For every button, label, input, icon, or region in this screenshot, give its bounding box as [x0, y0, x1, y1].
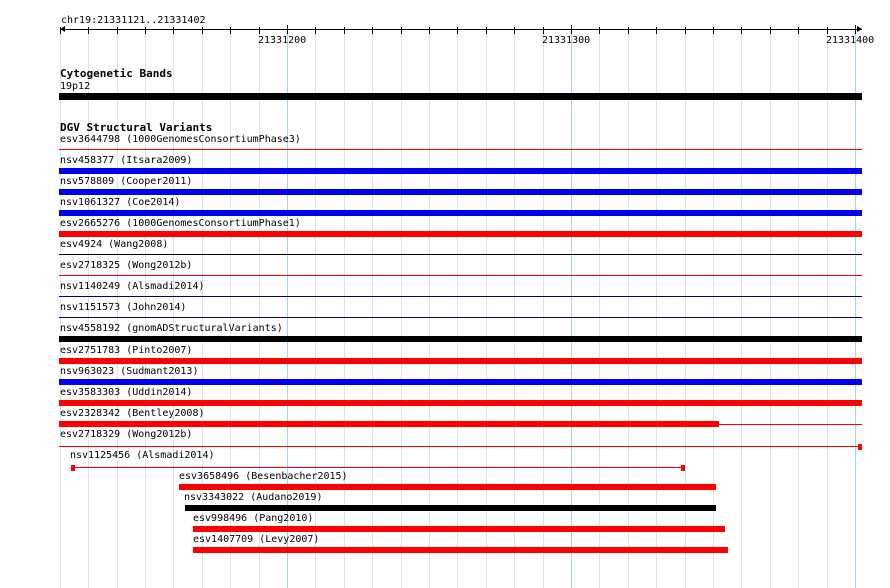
feature-line[interactable]: [59, 254, 862, 255]
ruler-tick-label: 21331300: [542, 35, 591, 46]
feature-label[interactable]: nsv458377 (Itsara2009): [60, 155, 193, 166]
cytoband-bar[interactable]: [59, 93, 862, 100]
feature-label[interactable]: esv2718329 (Wong2012b): [60, 429, 193, 440]
feature-label[interactable]: nsv963023 (Sudmant2013): [60, 366, 199, 377]
ruler-line: [61, 29, 862, 30]
feature-bar[interactable]: [59, 189, 862, 195]
feature-label[interactable]: esv1407709 (Levy2007): [193, 534, 320, 545]
feature-end-mark[interactable]: [71, 465, 75, 471]
feature-label[interactable]: esv2665276 (1000GenomesConsortiumPhase1): [60, 218, 301, 229]
feature-line[interactable]: [59, 149, 862, 150]
feature-label[interactable]: esv2328342 (Bentley2008): [60, 408, 205, 419]
feature-bar[interactable]: [185, 505, 716, 511]
track-title: DGV Structural Variants: [60, 121, 213, 134]
ruler-right-arrow-icon: [857, 26, 862, 32]
feature-label[interactable]: esv998496 (Pang2010): [193, 513, 314, 524]
feature-label[interactable]: esv3644798 (1000GenomesConsortiumPhase3): [60, 134, 301, 145]
feature-end-mark[interactable]: [681, 465, 685, 471]
feature-line[interactable]: [71, 467, 685, 468]
track-title: Cytogenetic Bands: [60, 67, 173, 80]
feature-line[interactable]: [59, 317, 862, 318]
feature-label[interactable]: esv4924 (Wang2008): [60, 239, 169, 250]
feature-bar[interactable]: [59, 358, 862, 364]
ruler-tick-label: 21331400: [826, 35, 875, 46]
feature-line[interactable]: [59, 296, 862, 297]
feature-line[interactable]: [59, 275, 862, 276]
feature-label[interactable]: nsv1151573 (John2014): [60, 302, 187, 313]
feature-label[interactable]: nsv1140249 (Alsmadi2014): [60, 281, 205, 292]
ruler-left-arrow-icon: [60, 26, 65, 32]
feature-label[interactable]: nsv1125456 (Alsmadi2014): [70, 450, 215, 461]
feature-bar[interactable]: [59, 421, 719, 427]
feature-bar[interactable]: [193, 547, 728, 553]
feature-bar[interactable]: [59, 210, 862, 216]
feature-label[interactable]: nsv4558192 (gnomADStructuralVariants): [60, 323, 283, 334]
feature-label[interactable]: esv2718325 (Wong2012b): [60, 260, 193, 271]
feature-label[interactable]: nsv3343022 (Audano2019): [184, 492, 323, 503]
feature-line[interactable]: [719, 424, 862, 425]
feature-line[interactable]: [59, 446, 862, 447]
feature-label[interactable]: esv3658496 (Besenbacher2015): [179, 471, 348, 482]
band-label: 19p12: [60, 81, 91, 92]
feature-label[interactable]: esv2751783 (Pinto2007): [60, 345, 193, 356]
feature-bar[interactable]: [59, 231, 862, 237]
feature-bar[interactable]: [59, 168, 862, 174]
feature-end-mark[interactable]: [858, 444, 862, 450]
feature-bar[interactable]: [179, 484, 716, 490]
ruler-tick-label: 21331200: [258, 35, 307, 46]
feature-label[interactable]: esv3583303 (Uddin2014): [60, 387, 193, 398]
feature-bar[interactable]: [59, 336, 862, 342]
region-label: chr19:21331121..21331402: [61, 15, 206, 26]
feature-bar[interactable]: [193, 526, 725, 532]
feature-label[interactable]: nsv1061327 (Coe2014): [60, 197, 181, 208]
feature-label[interactable]: nsv578809 (Cooper2011): [60, 176, 193, 187]
feature-bar[interactable]: [59, 379, 862, 385]
feature-bar[interactable]: [59, 400, 862, 406]
